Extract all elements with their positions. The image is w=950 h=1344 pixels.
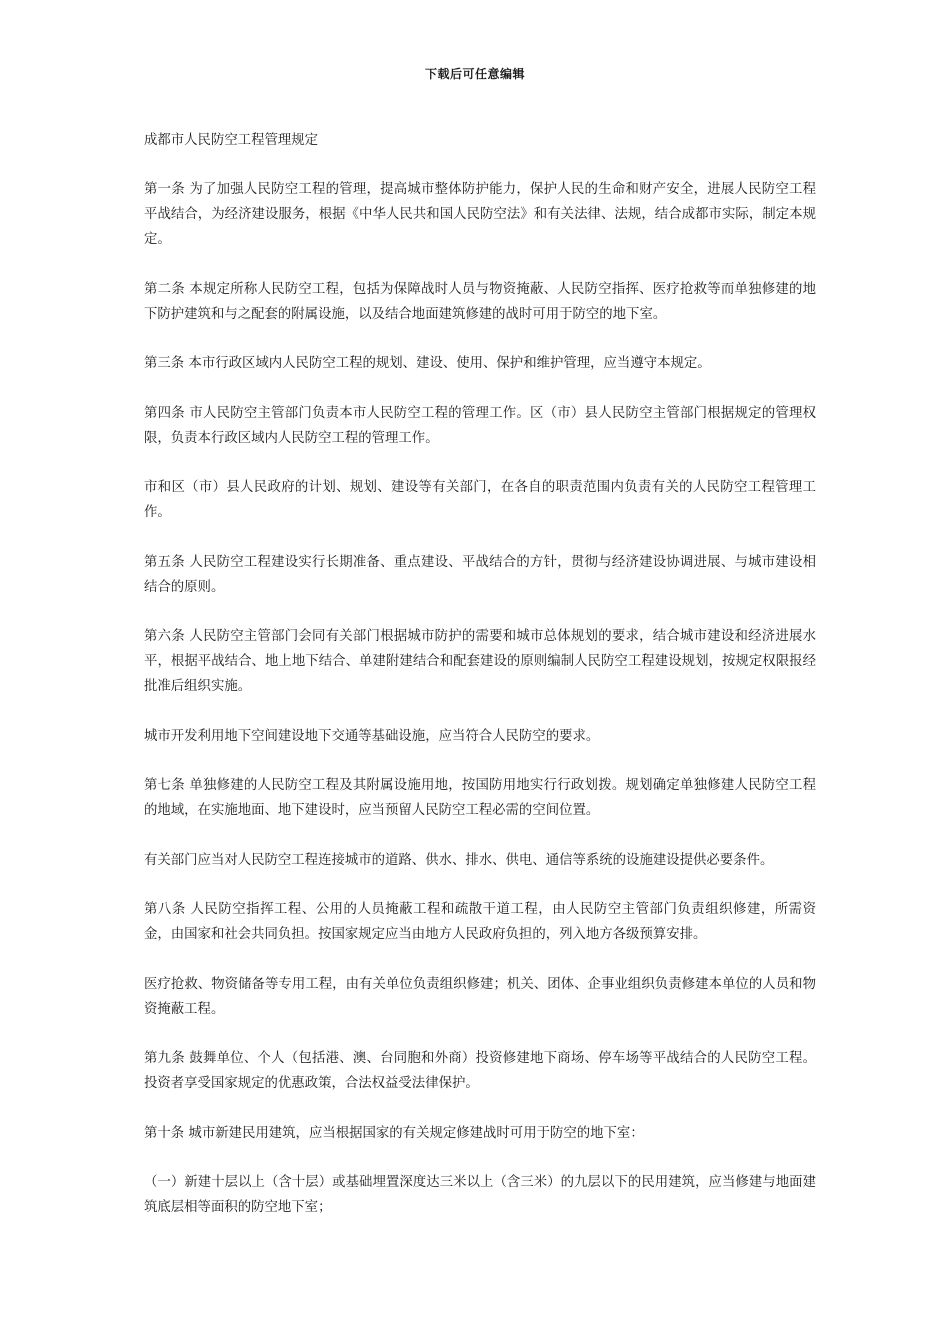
- paragraph-article-3: 第三条 本市行政区域内人民防空工程的规划、建设、使用、保护和维护管理，应当遵守本规定。: [144, 356, 711, 371]
- paragraph-article-5: 第五条 人民防空工程建设实行长期准备、重点建设、平战结合的方针，贯彻与经济建设协调进展、与城市建设相结合的原则。: [144, 554, 816, 595]
- page-header: 下载后可任意编辑: [424, 67, 525, 81]
- paragraph-article-8-cont: 医疗抢救、物资储备等专用工程，由有关单位负责组织修建；机关、团体、企事业组织负责修建本单位的人员和物资掩蔽工程。: [144, 976, 816, 1017]
- paragraph-article-6: 第六条 人民防空主管部门会同有关部门根据城市防护的需要和城市总体规划的要求，结合城市建设和经济进展水平，根据平战结合、地上地下结合、单建附建结合和配套建设的原则编制人民防空工程建设规划，按规定权限报经批准后组织实施。: [144, 629, 816, 694]
- paragraph-article-10: 第十条 城市新建民用建筑，应当根据国家的有关规定修建战时可用于防空的地下室：: [144, 1125, 644, 1141]
- paragraph-article-4: 第四条 市人民防空主管部门负责本市人民防空工程的管理工作。区（市）县人民防空主管部门根据规定的管理权限，负责本行政区域内人民防空工程的管理工作。: [144, 405, 816, 446]
- paragraph-article-4-cont: 市和区（市）县人民政府的计划、规划、建设等有关部门，在各自的职责范围内负责有关的人民防空工程管理工作。: [144, 480, 816, 520]
- paragraph-article-7: 第七条 单独修建的人民防空工程及其附属设施用地，按国防用地实行行政划拨。规划确定单独修建人民防空工程的地域，在实施地面、地下建设时，应当预留人民防空工程必需的空间位置。: [144, 778, 816, 818]
- paragraph-article-10-item-1: （一）新建十层以上（含十层）或基础埋置深度达三米以上（含三米）的九层以下的民用建筑，应当修建与地面建筑底层相等面积的防空地下室；: [144, 1175, 816, 1215]
- paragraph-article-2: 第二条 本规定所称人民防空工程，包括为保障战时人员与物资掩蔽、人民防空指挥、医疗抢救等而单独修建的地下防护建筑和与之配套的附属设施，以及结合地面建筑修建的战时可用于防空的地下室。: [144, 281, 816, 322]
- paragraph-article-6-cont: 城市开发利用地下空间建设地下交通等基础设施，应当符合人民防空的要求。: [144, 728, 600, 744]
- paragraph-article-7-cont: 有关部门应当对人民防空工程连接城市的道路、供水、排水、供电、通信等系统的设施建设提供必要条件。: [144, 852, 774, 868]
- document-body: [144, 128, 816, 1245]
- paragraph-article-1: 第一条 为了加强人民防空工程的管理，提高城市整体防护能力，保护人民的生命和财产安全，进展人民防空工程平战结合，为经济建设服务，根据《中华人民共和国人民防空法》和有关法律、法规，结合成都市实际，制定本规定。: [144, 182, 816, 247]
- paragraph-article-9: 第九条 鼓舞单位、个人（包括港、澳、台同胞和外商）投资修建地下商场、停车场等平战结合的人民防空工程。投资者享受国家规定的优惠政策，合法权益受法律保护。: [144, 1051, 816, 1091]
- paragraph-article-8: 第八条 人民防空指挥工程、公用的人员掩蔽工程和疏散干道工程，由人民防空主管部门负责组织修建，所需资金，由国家和社会共同负担。按国家规定应当由地方人民政府负担的，列入地方各级预算安排。: [144, 902, 816, 942]
- document-title: 成都市人民防空工程管理规定: [144, 133, 319, 148]
